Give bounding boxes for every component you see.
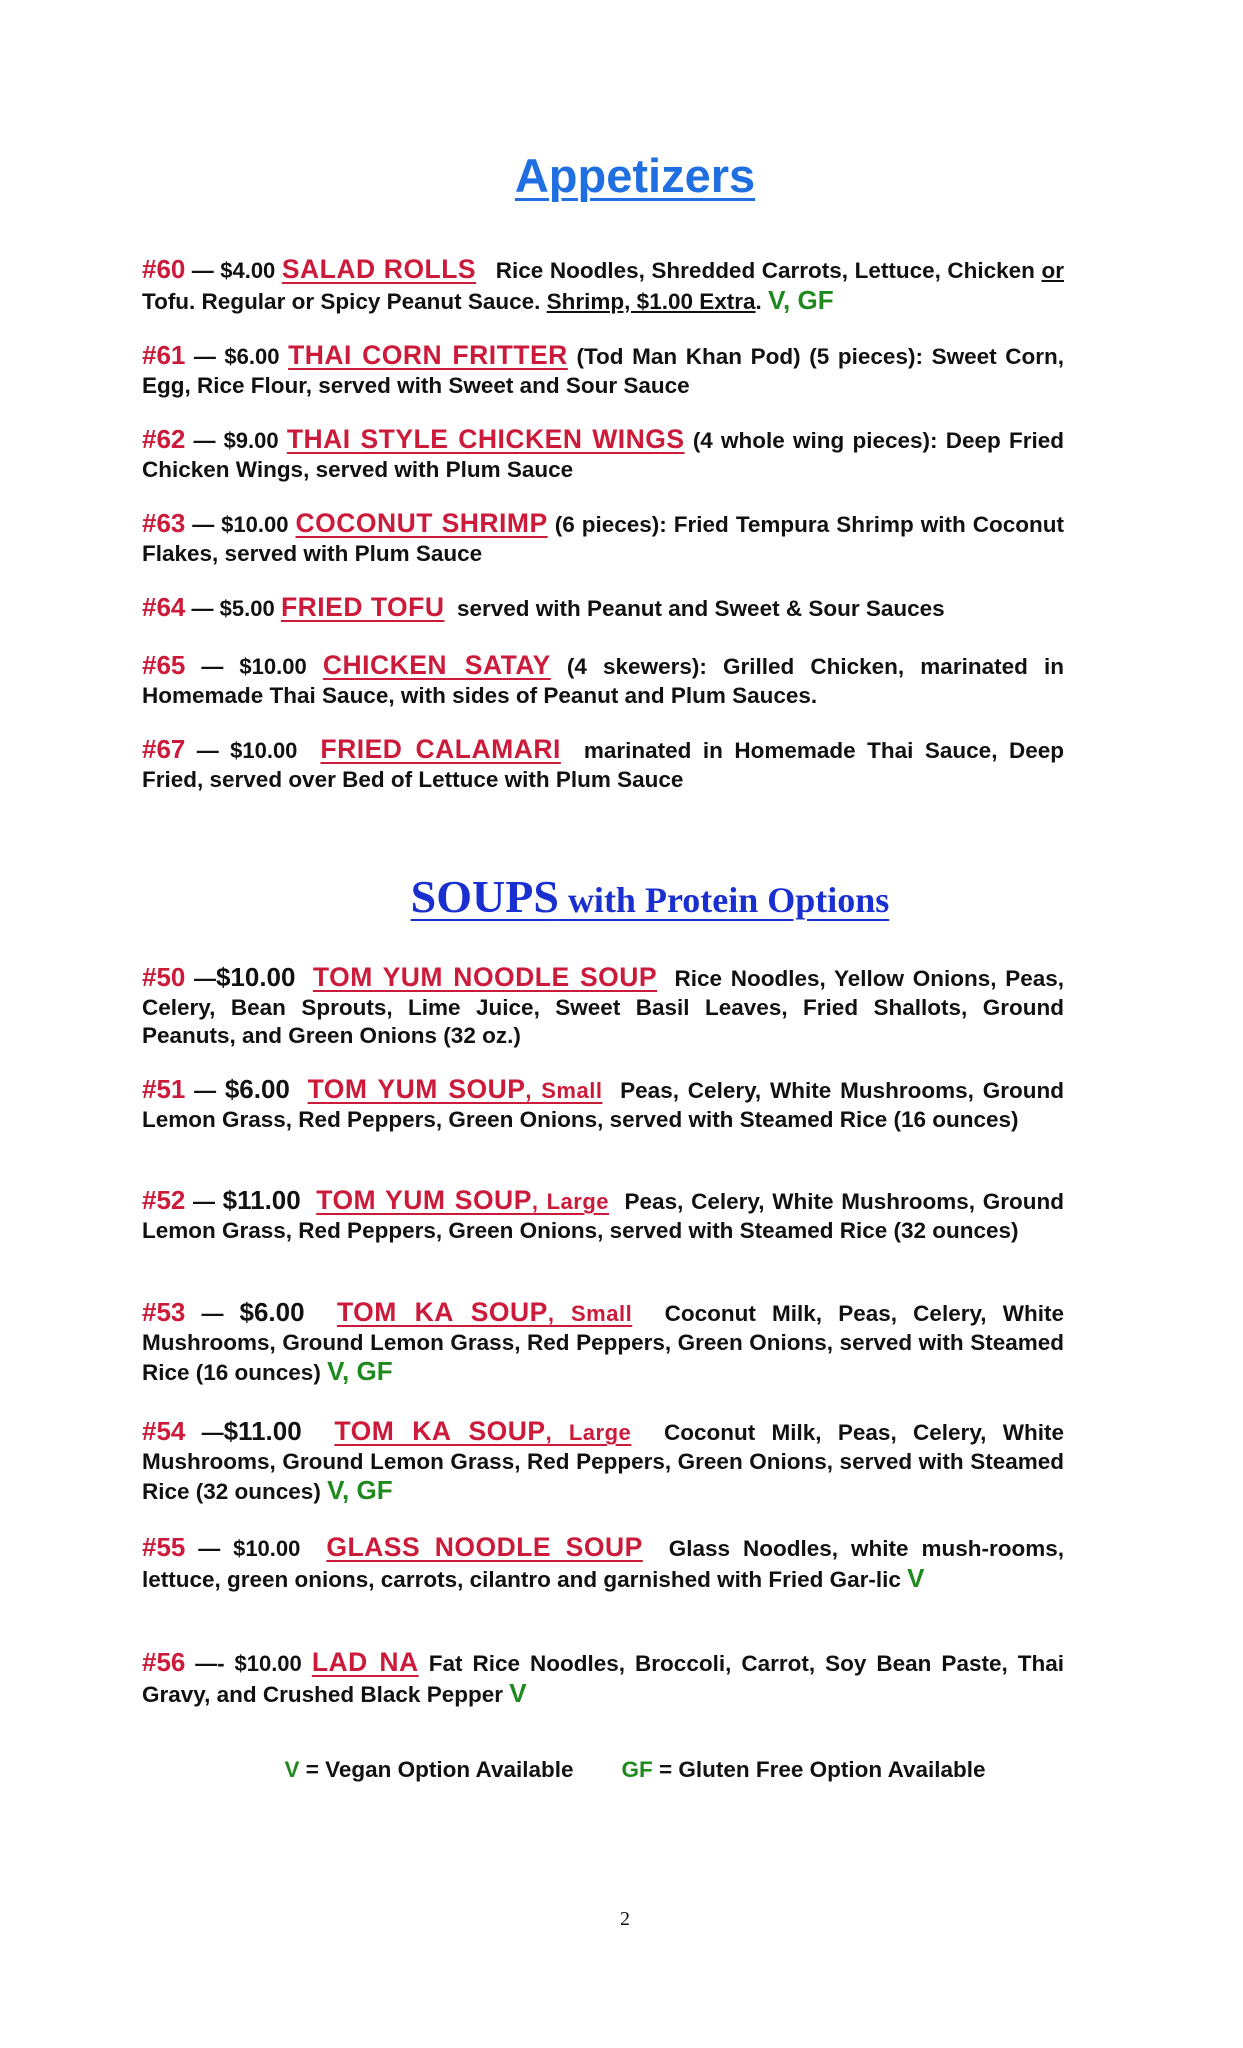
item-description: (4 whole wing pieces): Deep Fried Chicken Wings, served with Plum Sauce bbox=[142, 428, 1064, 482]
item-number: #67 bbox=[142, 734, 186, 764]
menu-item-50: #50 —$10.00 TOM YUM NOODLE SOUP Rice Noodles, Yellow Onions, Peas, Celery, Bean Sprouts, Lime Juice, Sweet Basil Leaves, Fried Shallots, Ground Peanuts, and Green Onions (32 oz.) bbox=[142, 962, 1064, 1048]
menu-item-60: #60 — $4.00 SALAD ROLLS Rice Noodles, Shredded Carrots, Lettuce, Chicken or Tofu. Regular or Spicy Peanut Sauce. Shrimp, $1.00 Extra. V, GF bbox=[142, 254, 1064, 315]
menu-item-62: #62 — $9.00 THAI STYLE CHICKEN WINGS (4 whole wing pieces): Deep Fried Chicken Wings, served with Plum Sauce bbox=[142, 424, 1064, 482]
item-number: #52 bbox=[142, 1185, 186, 1215]
dietary-tags: V, GF bbox=[327, 1475, 393, 1505]
item-name: FRIED CALAMARI bbox=[320, 734, 561, 764]
item-name: THAI CORN FRITTER bbox=[288, 340, 568, 370]
item-price: $11.00 bbox=[222, 1185, 301, 1215]
item-price: $6.00 bbox=[224, 344, 280, 369]
item-number: #62 bbox=[142, 424, 186, 454]
menu-item-55: #55 — $10.00 GLASS NOODLE SOUP Glass Noodles, white mush-rooms, lettuce, green onions, carrots, cilantro and garnished with Fried Gar-lic V bbox=[142, 1532, 1065, 1593]
item-price: $10.00 bbox=[239, 654, 307, 679]
item-description: Fat Rice Noodles, Broccoli, Carrot, Soy Bean Paste, Thai Gravy, and Crushed Black Pepper bbox=[142, 1651, 1064, 1707]
menu-item-67: #67 — $10.00 FRIED CALAMARI marinated in Homemade Thai Sauce, Deep Fried, served over Bed of Lettuce with Plum Sauce bbox=[142, 734, 1064, 792]
item-number: #56 bbox=[142, 1647, 186, 1677]
item-number: #65 bbox=[142, 650, 186, 680]
item-number: #50 bbox=[142, 962, 186, 992]
item-name: THAI STYLE CHICKEN WINGS bbox=[286, 424, 685, 454]
item-price: $10.00 bbox=[221, 512, 289, 537]
menu-item-51: #51 — $6.00 TOM YUM SOUP, Small Peas, Celery, White Mushrooms, Ground Lemon Grass, Red Peppers, Green Onions, served with Steamed Rice (16 ounces) bbox=[142, 1074, 1064, 1132]
item-number: #64 bbox=[142, 592, 186, 622]
item-name: COCONUT SHRIMP bbox=[295, 508, 548, 538]
item-description: Rice Noodles, Yellow Onions, Peas, Celery, Bean Sprouts, Lime Juice, Sweet Basil Leaves, Fried Shallots, Ground Peanuts, and Green Onions (32 oz.) bbox=[142, 966, 1064, 1048]
menu-item-65: #65 — $10.00 CHICKEN SATAY (4 skewers): Grilled Chicken, marinated in Homemade Thai Sauce, with sides of Peanut and Plum Sauces. bbox=[142, 650, 1064, 708]
item-price: $11.00 bbox=[223, 1416, 302, 1446]
item-number: #53 bbox=[142, 1297, 186, 1327]
item-price: $5.00 bbox=[219, 596, 275, 621]
menu-item-54: #54 —$11.00 TOM KA SOUP, Large Coconut Milk, Peas, Celery, White Mushrooms, Ground Lemon Grass, Red Peppers, Green Onions, served with Steamed Rice (32 ounces) V, GF bbox=[142, 1416, 1064, 1505]
vegan-key: V bbox=[284, 1757, 300, 1782]
item-price: $10.00 bbox=[215, 962, 296, 992]
dietary-legend bbox=[0, 1757, 1243, 1783]
menu-item-64: #64 — $5.00 FRIED TOFU served with Peanut and Sweet & Sour Sauces bbox=[142, 592, 945, 622]
item-description: (Tod Man Khan Pod) (5 pieces): Sweet Corn, Egg, Rice Flour, served with Sweet and Sour Sauce bbox=[142, 344, 1064, 398]
dietary-tags: V bbox=[509, 1677, 527, 1708]
item-name: TOM KA SOUP, Large bbox=[334, 1416, 632, 1446]
item-description: Peas, Celery, White Mushrooms, Ground Lemon Grass, Red Peppers, Green Onions, served with Steamed Rice (32 ounces) bbox=[142, 1189, 1064, 1243]
item-price: $9.00 bbox=[223, 428, 279, 453]
item-price: $10.00 bbox=[233, 1536, 301, 1561]
item-description: served with Peanut and Sweet & Sour Sauces bbox=[456, 596, 945, 621]
item-name: LAD NA bbox=[311, 1647, 419, 1677]
item-description: Glass Noodles, white mush-rooms, lettuce, green onions, carrots, cilantro and garnished with Fried Gar-lic bbox=[142, 1536, 1065, 1592]
item-name: TOM YUM NOODLE SOUP bbox=[312, 962, 658, 992]
item-name: GLASS NOODLE SOUP bbox=[326, 1532, 643, 1562]
item-description: Coconut Milk, Peas, Celery, White Mushrooms, Ground Lemon Grass, Red Peppers, Green Onions, served with Steamed Rice (16 ounces) bbox=[142, 1301, 1064, 1385]
menu-item-63: #63 — $10.00 COCONUT SHRIMP (6 pieces): Fried Tempura Shrimp with Coconut Flakes, served with Plum Sauce bbox=[142, 508, 1064, 566]
item-price: $10.00 bbox=[234, 1651, 302, 1676]
page-number: 2 bbox=[620, 1908, 630, 1930]
dietary-tags: V bbox=[907, 1562, 925, 1593]
item-description: (4 skewers): Grilled Chicken, marinated in Homemade Thai Sauce, with sides of Peanut and Plum Sauces. bbox=[142, 654, 1064, 708]
item-price: $10.00 bbox=[230, 738, 298, 763]
item-description: Coconut Milk, Peas, Celery, White Mushrooms, Ground Lemon Grass, Red Peppers, Green Onions, served with Steamed Rice (32 ounces) bbox=[142, 1420, 1064, 1504]
gluten-free-text: = Gluten Free Option Available bbox=[652, 1757, 986, 1782]
item-name: TOM YUM SOUP, Large bbox=[316, 1185, 610, 1215]
item-description: marinated in Homemade Thai Sauce, Deep Fried, served over Bed of Lettuce with Plum Sauce bbox=[142, 738, 1064, 792]
item-number: #60 bbox=[142, 254, 186, 284]
soups-heading: SOUPS with Protein Options bbox=[410, 871, 890, 922]
dietary-tags: V, GF bbox=[768, 284, 834, 315]
gluten-free-key: GF bbox=[621, 1757, 653, 1782]
menu-item-53: #53 — $6.00 TOM KA SOUP, Small Coconut Milk, Peas, Celery, White Mushrooms, Ground Lemon Grass, Red Peppers, Green Onions, served with Steamed Rice (16 ounces) V, GF bbox=[142, 1297, 1064, 1386]
item-name: FRIED TOFU bbox=[280, 592, 445, 622]
item-name: TOM YUM SOUP, Small bbox=[307, 1074, 603, 1104]
item-description: (6 pieces): Fried Tempura Shrimp with Coconut Flakes, served with Plum Sauce bbox=[142, 512, 1064, 566]
item-number: #55 bbox=[142, 1532, 186, 1562]
menu-item-61: #61 — $6.00 THAI CORN FRITTER (Tod Man Khan Pod) (5 pieces): Sweet Corn, Egg, Rice Flour, served with Sweet and Sour Sauce bbox=[142, 340, 1064, 398]
dietary-tags: V, GF bbox=[327, 1356, 393, 1386]
appetizers-heading: Appetizers bbox=[514, 149, 756, 202]
item-description: Rice Noodles, Shredded Carrots, Lettuce, Chicken or Tofu. Regular or Spicy Peanut Sauce. Shrimp, $1.00 Extra. bbox=[142, 258, 1064, 314]
item-price: $4.00 bbox=[220, 258, 276, 283]
menu-item-56: #56 —- $10.00 LAD NA Fat Rice Noodles, Broccoli, Carrot, Soy Bean Paste, Thai Gravy, and Crushed Black Pepper V bbox=[142, 1647, 1064, 1708]
item-name: TOM KA SOUP, Small bbox=[336, 1297, 633, 1327]
item-number: #63 bbox=[142, 508, 186, 538]
item-description: Peas, Celery, White Mushrooms, Ground Lemon Grass, Red Peppers, Green Onions, served with Steamed Rice (16 ounces) bbox=[142, 1078, 1064, 1132]
item-name: SALAD ROLLS bbox=[281, 254, 477, 284]
item-number: #51 bbox=[142, 1074, 186, 1104]
item-number: #61 bbox=[142, 340, 186, 370]
item-price: $6.00 bbox=[239, 1297, 305, 1327]
item-name: CHICKEN SATAY bbox=[322, 650, 551, 680]
vegan-text: = Vegan Option Available bbox=[299, 1757, 574, 1782]
item-price: $6.00 bbox=[224, 1074, 290, 1104]
item-number: #54 bbox=[142, 1416, 186, 1446]
menu-item-52: #52 — $11.00 TOM YUM SOUP, Large Peas, Celery, White Mushrooms, Ground Lemon Grass, Red Peppers, Green Onions, served with Steamed Rice (32 ounces) bbox=[142, 1185, 1064, 1243]
